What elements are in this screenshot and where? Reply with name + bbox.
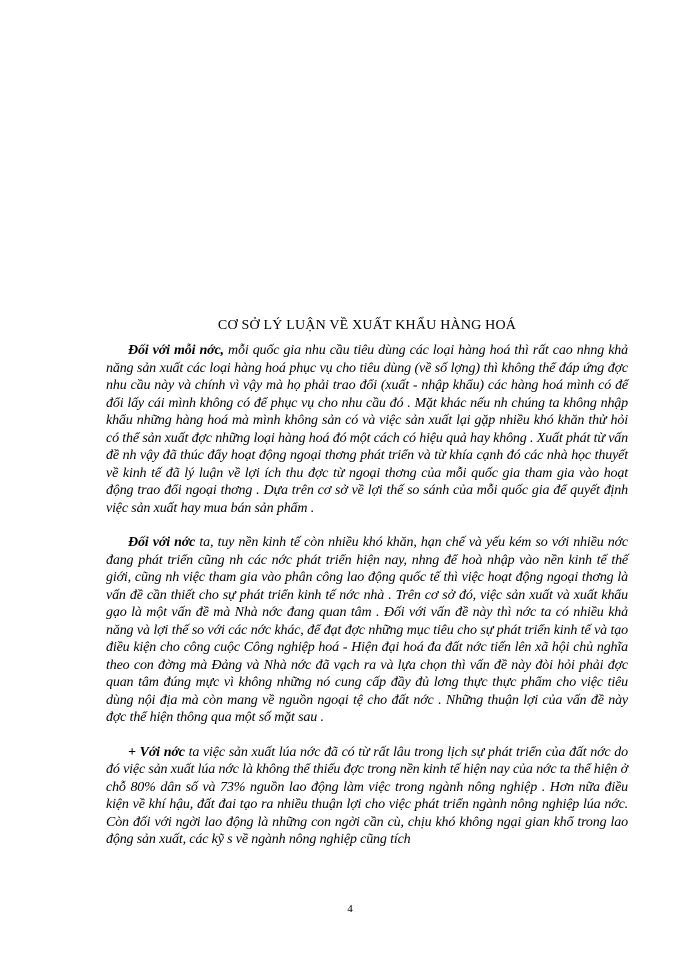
paragraph-2-text: ta, tuy nền kinh tế còn nhiều khó khăn, hạn chế và yếu kém so với nhiều nớc đang phát triển cũng nh các nớc phát triển hiện nay, nhng để hoà nhập vào nền kinh tế thế giới, cũng nh việc tham gia vào phân công lao động quốc tế thì việc hoạt động ngoại thơng là vấn đề cần thiết cho sự phát triển kinh tế nớc nhà . Trên cơ sở đó, việc sản xuất và xuất khẩu gạo là một vấn đề mà Nhà nớc đang quan tâm . Đối với vấn đề này thì nớc ta có nhiều khả năng và lợi thế so với các nớc khác, để đạt đợc những mục tiêu cho sự phát triển kinh tế và tạo điều kiện cho công cuộc Công nghiệp hoá - Hiện đại hoá đa đất nớc tiến lên xã hội chủ nghĩa theo con đờng mà Đảng và Nhà nớc đã vạch ra và lựa chọn thì vấn đề này đòi hỏi phải đợc quan tâm đúng mực vì không những nó cung cấp đầy đủ lơng thực thực phẩm cho việc tiêu dùng nội địa mà còn mang về nguồn ngoại tệ cho đất nớc . Những thuận lợi của vấn đề này đợc thể hiện thông qua một số mặt sau . <box>106 535 628 725</box>
paragraph-2-lead: Đối với nớc <box>128 535 196 550</box>
paragraph-1-lead: Đối với mỗi nớc, <box>128 343 224 358</box>
paragraph-3 <box>106 744 628 849</box>
paragraph-1 <box>106 342 628 517</box>
paragraph-2 <box>106 534 628 727</box>
document-body <box>106 318 628 849</box>
document-title: CƠ SỞ LÝ LUẬN VỀ XUẤT KHẨU HÀNG HOÁ <box>217 318 517 333</box>
page-number: 4 <box>347 903 353 915</box>
paragraph-3-lead: + Với nớc <box>128 744 185 760</box>
paragraph-3-text: ta việc sản xuất lúa nớc đã có từ rất lâu trong lịch sự phát triển của đất nớc do đó việc sản xuất lúa nớc là không thể thiếu đợc trong nền kinh tế hiện nay của nớc ta thể hiện ở chỗ 80% dân số và 73% nguồn lao động làm việc trong ngành nông nghiệp . Hơn nữa điều kiện về khí hậu, đất đai tạo ra nhiều thuận lợi cho việc phát triển ngành nông nghiệp lúa nớc. Còn đối với ngời lao động là những con ngời cần cù, chịu khó không ngại gian khổ trong lao động sản xuất, các kỹ s về ngành nông nghiệp cũng tích <box>106 744 628 847</box>
paragraph-1-text: mỗi quốc gia nhu cầu tiêu dùng các loại hàng hoá thì rất cao nhng khả năng sản xuất các loại hàng hoá phục vụ cho tiêu dùng (về số lợng) thì không thể đáp ứng đợc nhu cầu này và chính vì vậy mà họ phải trao đổi (xuất - nhập khẩu) các hàng hoá mình có để đổi lấy cái mình không có để phục vụ cho nhu cầu đó . Mặt khác nếu nh chúng ta không nhập khẩu những hàng hoá mà mình không sản có và việc sản xuất lại gặp nhiều khó khăn thử hỏi có thể sản xuất đợc những loại hàng hoá đó một cách có hiệu quả hay không . Xuất phát từ vấn đề nh vậy đã thúc đẩy hoạt động ngoại thơng phát triển và từ khía cạnh đó các nhà học thuyết về kinh tế đã lý luận về lợi ích thu đợc từ ngoại thơng của mỗi quốc gia tham gia vào hoạt động trao đổi ngoại thơng . Dựa trên cơ sở về lợi thế so sánh của mỗi quốc gia để quyết định việc sản xuất hay mua bán sản phẩm . <box>106 343 628 516</box>
